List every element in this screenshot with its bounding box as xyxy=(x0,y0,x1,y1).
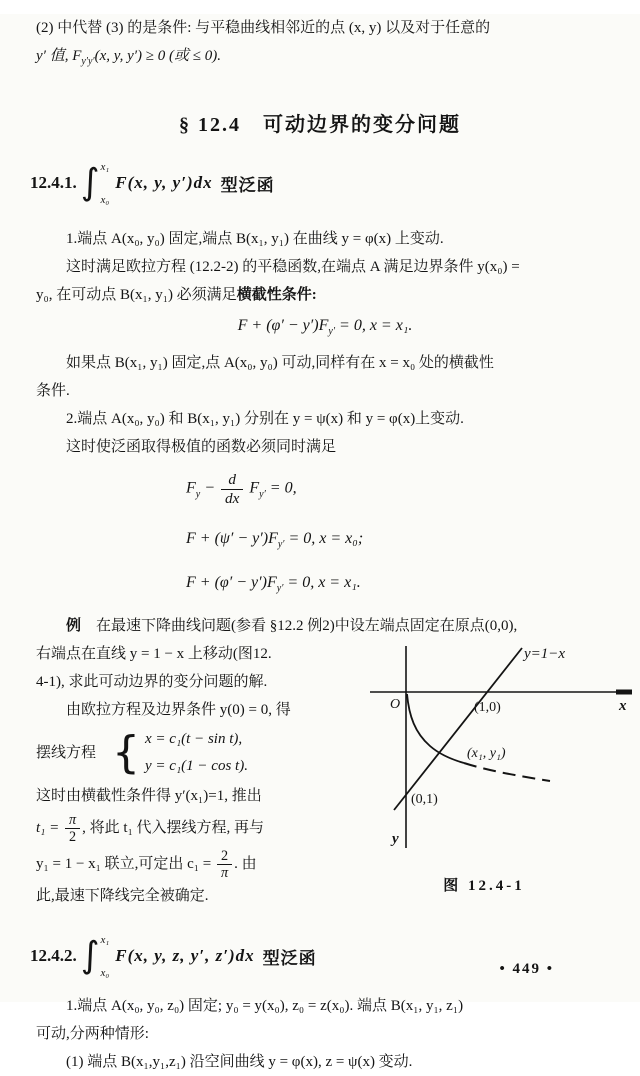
cycloid-x-equation: x = c₁(t − sin t), xyxy=(145,731,243,748)
example-left-column xyxy=(36,640,364,910)
equation-text: = 0, xyxy=(265,479,297,497)
y-axis-label: y xyxy=(392,831,399,848)
point-0-1-label: (0,1) xyxy=(411,792,438,808)
example-first-line xyxy=(36,612,614,640)
intro-paragraph xyxy=(36,14,614,76)
integrand-formula: F(x, y, z, y′, z′)dx xyxy=(115,946,255,966)
cycloid-curve-dashed xyxy=(464,763,550,781)
equation-text: F xyxy=(186,479,196,497)
section-1241-body xyxy=(36,225,614,461)
transversality-equation-x0 xyxy=(186,524,640,560)
fraction-denominator: π xyxy=(217,864,232,881)
equation-system xyxy=(186,471,640,604)
cycloid-equations xyxy=(36,726,364,780)
x-axis-label: x xyxy=(619,698,627,715)
fraction-denominator: dx xyxy=(221,489,243,507)
subsection-number: 12.4.1. xyxy=(30,173,77,192)
fraction-numerator: d xyxy=(228,471,236,489)
paragraph: 如果点 B(x₁, y₁) 固定,点 A(x₀, y₀) 可动,同样有在 x = x₀ 处的横截性 xyxy=(66,355,494,372)
paragraph: 2.端点 A(x₀, y₀) 和 B(x₁, y₁) 分别在 y = ψ(x) 和 y = φ(x)上变动. xyxy=(66,411,464,428)
paragraph: (1) 端点 B(x₁,y₁,z₁) 沿空间曲线 y = φ(x), z = ψ(x) 变动. xyxy=(66,1054,413,1071)
example-line: 这时由横截性条件得 y′(x₁)=1, 推出 xyxy=(36,788,262,805)
euler-equation xyxy=(186,471,640,510)
paragraph-text: y₀, 在可动点 B(x₁, y₁) 必须满足 xyxy=(36,287,237,303)
subsection-heading-1241 xyxy=(30,157,640,209)
equation-text: F xyxy=(245,479,260,497)
brace-glyph: { xyxy=(112,727,141,779)
equation-transversality-b xyxy=(36,311,614,347)
example-line-frac1 xyxy=(36,810,364,846)
example-line: 由欧拉方程及边界条件 y(0) = 0, 得 xyxy=(66,702,291,719)
fraction-denominator: 2 xyxy=(65,828,80,845)
intro-line-2-subscript: y′y′ xyxy=(81,56,95,67)
figure-12-4-1 xyxy=(364,640,640,910)
figure-caption: 图 12.4-1 xyxy=(443,878,525,895)
paragraph: 这时使泛函取得极值的函数必须同时满足 xyxy=(66,439,337,456)
integral-limits xyxy=(101,933,110,980)
example-line-frac2 xyxy=(36,846,364,882)
paragraph: 1.端点 A(x₀, y₀) 固定,端点 B(x₁, y₁) 在曲线 y = φ(x) 上变动. xyxy=(66,231,444,247)
equation-text: − xyxy=(200,479,220,497)
example-line: 右端点在直线 y = 1 − x 上移动(图12. xyxy=(36,646,272,663)
example-intro xyxy=(36,612,614,640)
integral-upper-limit: x₁ xyxy=(100,933,110,946)
fraction-pi-2 xyxy=(65,812,80,846)
fraction-numerator: π xyxy=(69,812,77,829)
equation-text: = 0, x = x₁. xyxy=(335,317,413,334)
equation-text: F + (ψ′ − y′)F xyxy=(186,530,278,548)
point-x1-y1-label: (x₁, y₁) xyxy=(467,746,506,762)
intro-line-2 xyxy=(36,42,614,76)
example-text: t₁ = xyxy=(36,820,64,837)
equation-subscript: y′ xyxy=(276,583,284,595)
figure-plot xyxy=(364,640,640,858)
example-columns xyxy=(0,640,640,910)
section-title: § 12.4 可动边界的变分问题 xyxy=(179,114,461,136)
integrand-formula: F(x, y, y′)dx xyxy=(115,173,213,192)
scanned-textbook-page xyxy=(0,14,640,1071)
intro-line-1: (2) 中代替 (3) 的是条件: 与平稳曲线相邻近的点 (x, y) 以及对于任意的 xyxy=(36,20,491,36)
paragraph: 这时满足欧拉方程 (12.2-2) 的平稳函数,在端点 A 满足边界条件 y(x₀) = xyxy=(66,259,520,275)
example-text: , 将此 t₁ 代入摆线方程, 再与 xyxy=(82,820,265,837)
point-1-0-label: (1,0) xyxy=(474,700,501,716)
fraction-numerator: 2 xyxy=(220,848,229,865)
example-label: 例 xyxy=(66,618,82,635)
integral-upper-limit: x₁ xyxy=(100,160,110,173)
cycloid-lines xyxy=(145,726,248,780)
line-y-equals-1-minus-x xyxy=(394,648,522,810)
equation-text: = 0, x = x₁. xyxy=(283,574,361,592)
intro-line-2-pre: y′ 值, F xyxy=(36,48,82,64)
cycloid-y-equation: y = c₁(1 − cos t). xyxy=(145,758,248,775)
paragraph: 1.端点 A(x₀, y₀, z₀) 固定; y₀ = y(x₀), z₀ = z(x₀). 端点 B(x₁, y₁, z₁) xyxy=(66,998,464,1015)
integral-lower-limit: x₀ xyxy=(100,193,110,206)
intro-line-2-post: (x, y, y′) ≥ 0 (或 ≤ 0). xyxy=(94,48,221,64)
fraction-d-dx xyxy=(221,471,243,507)
heading-suffix: 型泛函 xyxy=(262,948,317,968)
example-text: 在最速下降曲线问题(参看 §12.2 例2)中设左端点固定在原点(0,0), xyxy=(96,618,518,635)
page-number: • 449 • xyxy=(499,961,554,977)
integral-sign: ∫ xyxy=(80,162,100,203)
heading-suffix: 型泛函 xyxy=(220,175,275,195)
equation-subscript: y xyxy=(195,489,201,501)
cycloid-curve-solid xyxy=(407,694,464,763)
transversality-term: 横截性条件: xyxy=(236,287,317,303)
example-line: 此,最速下降线完全被确定. xyxy=(36,888,209,905)
x-axis-end-bar xyxy=(616,690,632,695)
subsection-number: 12.4.2. xyxy=(30,946,77,966)
equation-subscript: y′ xyxy=(259,489,266,501)
example-text: . 由 xyxy=(234,856,257,873)
integral-lower-limit: x₀ xyxy=(100,966,110,979)
equation-text: = 0, x = x₀; xyxy=(284,530,364,548)
example-text: y₁ = 1 − x₁ 联立,可定出 c₁ = xyxy=(36,856,215,873)
paragraph: 条件. xyxy=(36,383,70,400)
transversality-equation-x1 xyxy=(186,568,640,604)
example-line: 4-1), 求此可动边界的变分问题的解. xyxy=(36,674,268,691)
section-1242-body xyxy=(36,992,614,1076)
cycloid-label: 摆线方程 xyxy=(36,745,97,762)
equation-text: F + (φ′ − y′)F xyxy=(186,574,277,592)
equation-subscript: y′ xyxy=(277,539,285,551)
integral-sign: ∫ xyxy=(80,935,100,977)
line-equation-label: y=1−x xyxy=(524,646,566,663)
equation-subscript: y′ xyxy=(328,326,336,338)
equation-text: F + (φ′ − y′)F xyxy=(237,317,329,334)
paragraph: 可动,分两种情形: xyxy=(36,1026,149,1043)
paragraph xyxy=(36,281,614,309)
integral-limits xyxy=(101,160,110,207)
fraction-2-pi xyxy=(217,848,232,882)
origin-label: O xyxy=(390,697,401,713)
